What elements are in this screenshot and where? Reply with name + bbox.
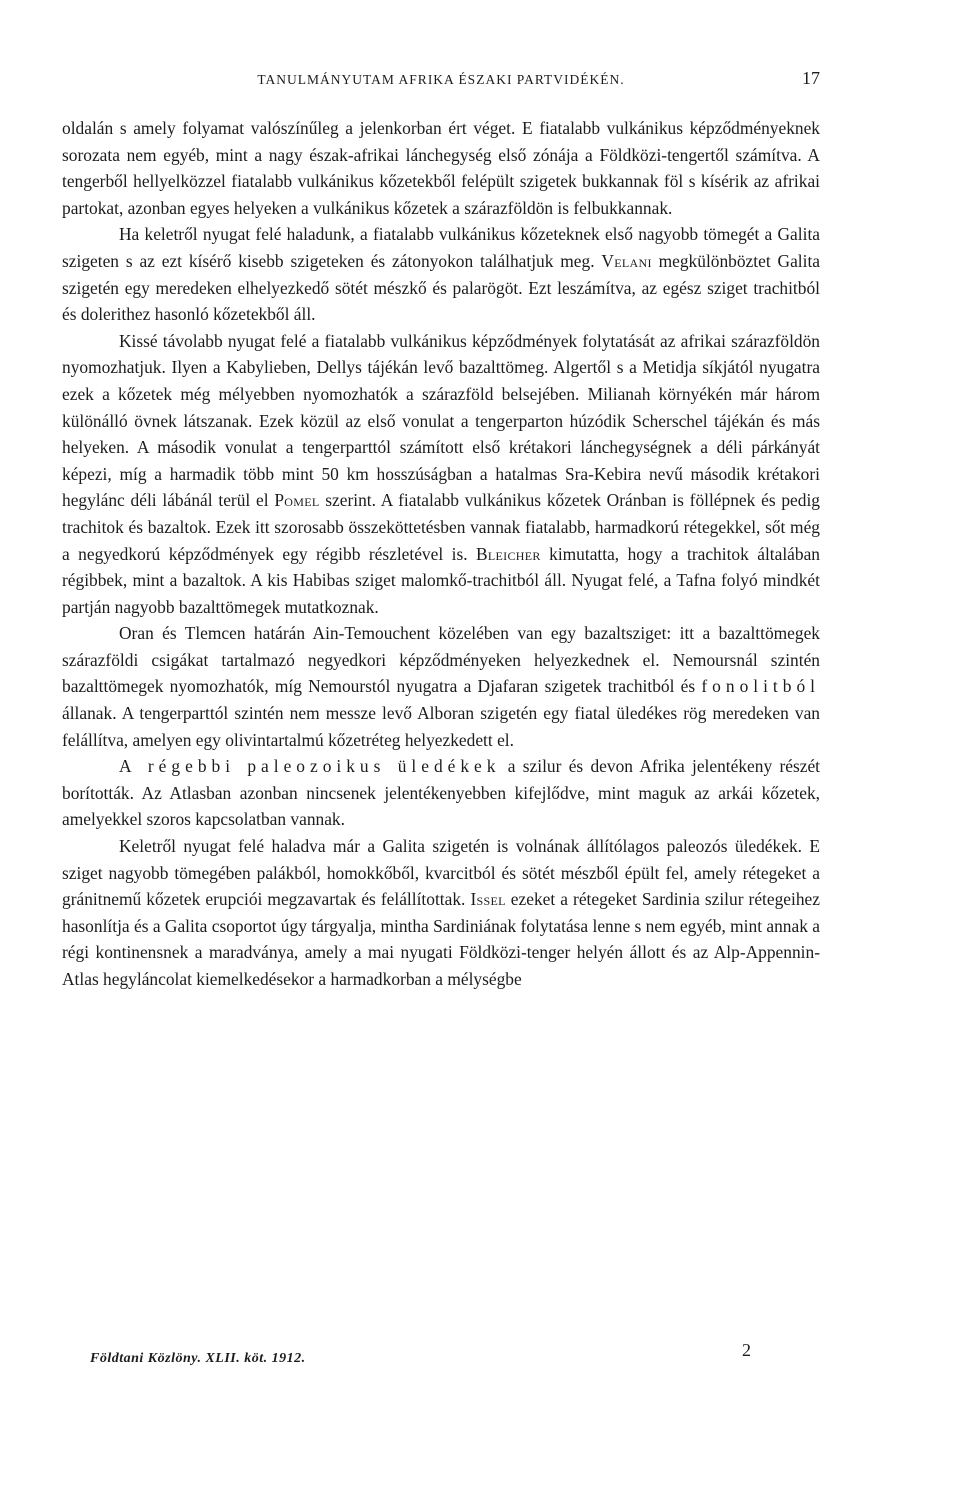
text-run: ezeket a rétegeket Sardinia szilur rétegeihez hasonlítja és a Galita csoportot úgy tárgyalja, mintha Sardiniának folytatása lenne s nem egyéb, mint annak a régi kontinensnek a maradványa, amely a mai nyugati Földközi-tenger helyén állott és az Alp-Appennin-Atlas hegyláncolat kiemelkedésekor a harmadkorban a mélységbe xyxy=(62,889,820,989)
text-run: a szilur és devon Afrika jelentékeny részét borították. Az Atlasban azonban nincsenek jelentékenyebben kifejlődve, mint maguk az arkái kőzetek, amelyekkel szoros kapcsolatban vannak. xyxy=(62,756,820,830)
paragraph xyxy=(62,328,820,621)
text-run: Oran és Tlemcen határán Ain-Temouchent közelében van egy bazaltsziget: itt a bazalttömegek szárazföldi csigákat tartalmazó negyedkori képződményeken helyezkednek el. Nemoursnál szintén bazalttömegek nyomozhatók, míg Nemourstól nyugatra a Djafaran szigetek trachitból és xyxy=(62,623,820,697)
author-name: Issel xyxy=(470,889,506,910)
paragraph xyxy=(62,620,820,753)
body-text xyxy=(62,115,820,993)
paragraph xyxy=(62,753,820,833)
emphasized-text: fonolitból xyxy=(701,676,820,697)
journal-footer: Földtani Közlöny. XLII. köt. 1912. xyxy=(90,1351,306,1366)
text-run: Kissé távolabb nyugat felé a fiatalabb vulkánikus képződmények folytatását az afrikai szárazföldön nyomozhatjuk. Ilyen a Kabylieben, Dellys tájékán levő bazalttömeg. Algertől s a Metidja síkjától nyugatra ezek a kőzetek még mélyebben nyomozhatók a szárazföld belsejében. Milianah környékén már három különálló övnek látszanak. Ezek közül az első vonulat a tengerparton húzódik Scherschel tájékán és más helyeken. A második vonulat a tengerparttól számított első krétakori lánchegységnek a déli párkányát képezi, míg a harmadik több mint 50 km hosszúságban a hatalmas Sra-Kebira nevű második krétakori hegylánc déli lábánál terül el xyxy=(62,330,820,511)
text-run: szerint. A fiatalabb vulkánikus kőzetek Oránban is föllépnek és pedig trachitok és bazaltok. Ezek itt szorosabb összeköttetésben vannak fiatalabb, harmadkorú rétegekkel, sőt még a negyedkorú képződmények egy régibb részletével is. xyxy=(62,490,820,564)
author-name: Pomel xyxy=(274,490,320,511)
paragraph xyxy=(62,115,820,221)
text-run: megkülönböztet Galita szigetén egy meredeken elhelyezkedő sötét mészkő és palarögöt. Ezt leszámítva, az egész sziget trachitból és dolerithez hasonló kőzetekből áll. xyxy=(62,250,821,325)
text-run: kimutatta, hogy a trachitok általában régibbek, mint a bazaltok. A kis Habibas sziget malomkő-trachitból áll. Nyugat felé, a Tafna folyó mindkét partján nagyobb bazalttömegek mutatkoznak. xyxy=(62,543,820,617)
running-header: TANULMÁNYUTAM AFRIKA ÉSZAKI PARTVIDÉKÉN. xyxy=(257,72,625,87)
author-name: Velani xyxy=(601,250,652,271)
text-run: oldalán s amely folyamat valószínűleg a jelenkorban ért véget. E fiatalabb vulkánikus képződményeknek sorozata nem egyéb, mint a nagy észak-afrikai lánchegység első zónája a Földközi-tengertől számítva. A tengerből hellyelközzel fiatalabb vulkánikus kőzetekből felépült szigetek bukkannak föl s kísérik az afrikai partokat, azonban egyes helyeken a vulkánikus kőzetek a szárazföldön is felbukkannak. xyxy=(62,118,820,218)
text-run: Keletről nyugat felé haladva már a Galita szigetén is volnának állítólagos paleozós üledékek. E sziget nagyobb tömegében palákból, homokkőből, kvarcitból és sötét mészből épült fel, amely rétegeket a gránitnemű kőzetek erupciói megzavartak és felállítottak. xyxy=(62,836,820,910)
text-run: Ha keletről nyugat felé haladunk, a fiatalabb vulkánikus kőzeteknek első nagyobb tömegét a Galita szigeten s az ezt kísérő kisebb szigeteken és zátonyokon találhatjuk meg. xyxy=(62,224,820,271)
sheet-number: 2 xyxy=(742,1340,751,1360)
emphasized-text: A régebbi paleozoikus üledékek xyxy=(119,756,501,777)
page-number: 17 xyxy=(802,68,820,88)
author-name: Bleicher xyxy=(476,543,541,564)
paragraph xyxy=(62,221,820,327)
paragraph xyxy=(62,833,820,993)
text-run: állanak. A tengerparttól szintén nem messze levő Alboran szigetén egy fiatal üledékes rög meredeken van felállítva, amelyen egy olivintartalmú kőzetréteg helyezkedett el. xyxy=(62,703,820,750)
